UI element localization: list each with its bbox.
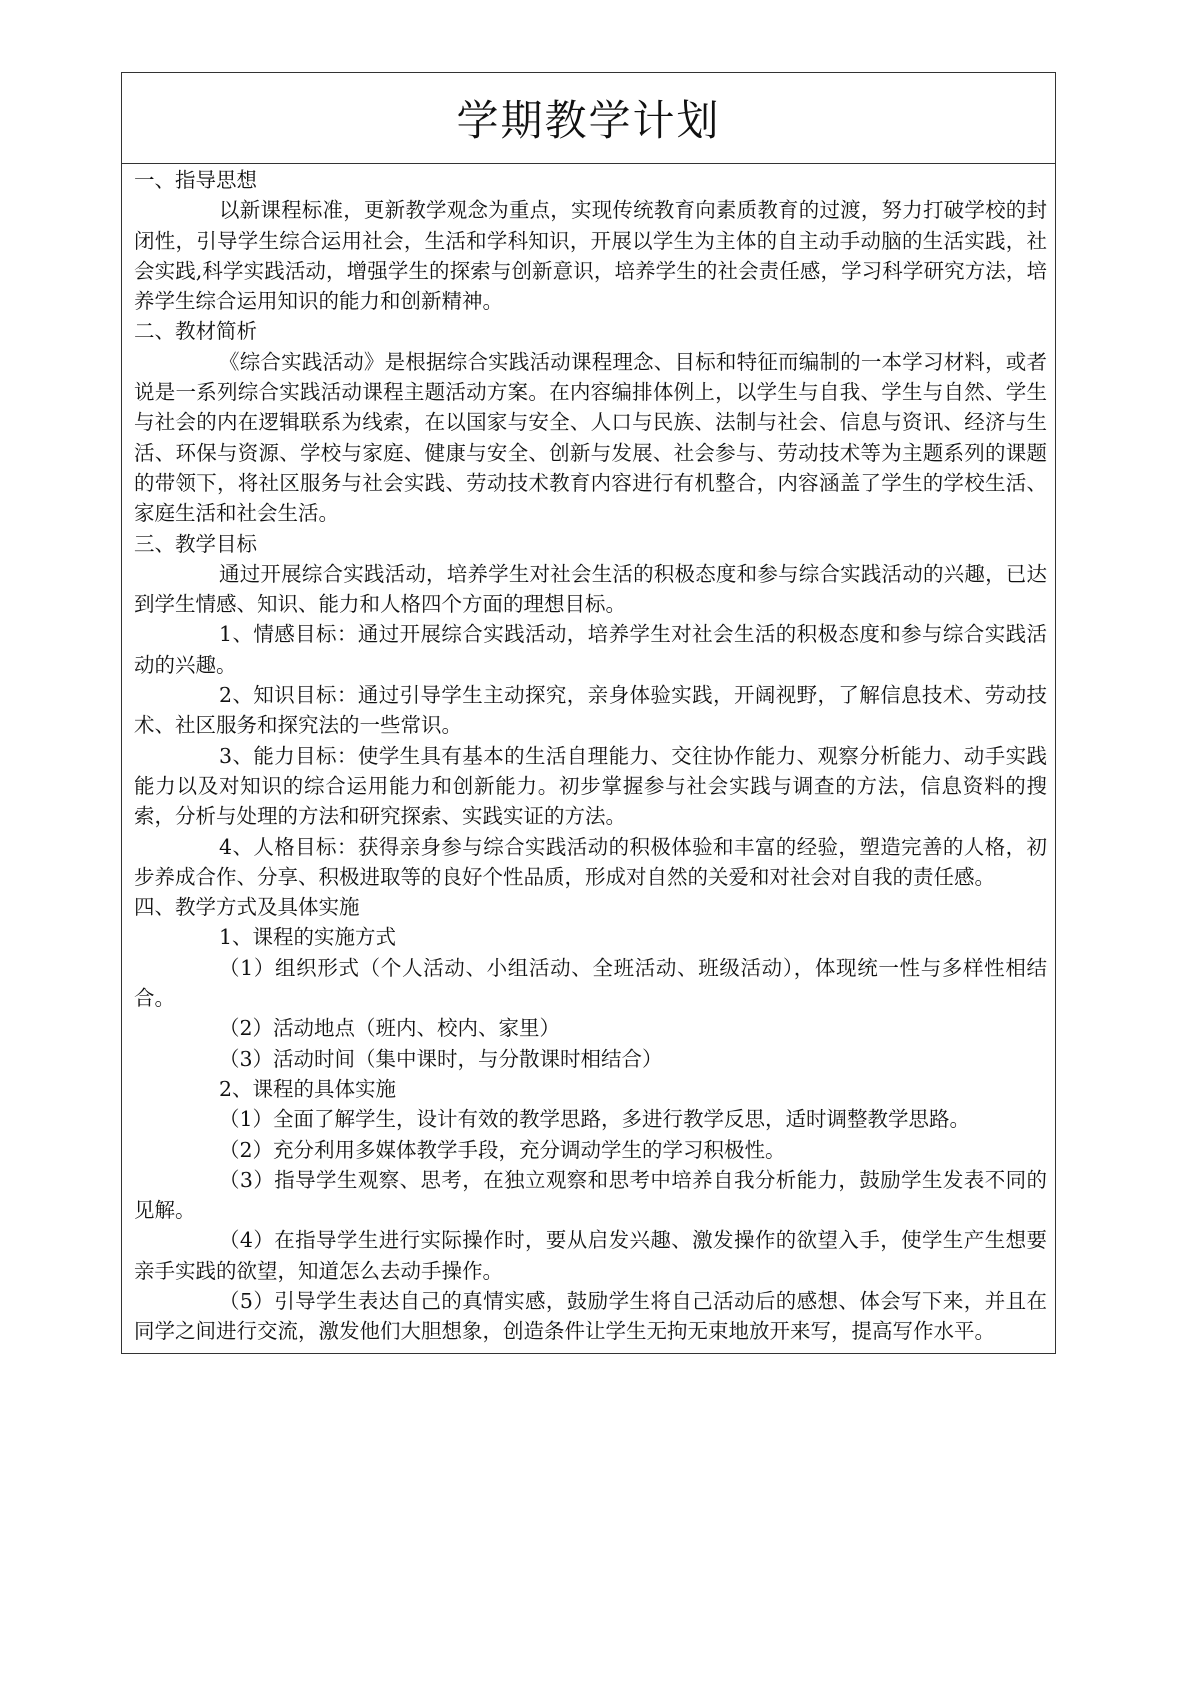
paragraph: （1）组织形式（个人活动、小组活动、全班活动、班级活动），体现统一性与多样性相结合。 bbox=[134, 955, 1047, 1011]
section-heading-teaching-goals: 三、教学目标 bbox=[134, 531, 257, 556]
paragraph: （3）活动时间（集中课时，与分散课时相结合） bbox=[219, 1046, 663, 1071]
page-title: 学期教学计划 bbox=[456, 96, 721, 145]
section-heading-textbook-analysis: 二、教材简析 bbox=[134, 319, 257, 344]
paragraph: 2、知识目标：通过引导学生主动探究，亲身体验实践，开阔视野，了解信息技术、劳动技术、社区服务和探究法的一些常识。 bbox=[134, 683, 1047, 738]
paragraph: 1、情感目标：通过开展综合实践活动，培养学生对社会生活的积极态度和参与综合实践活动的兴趣。 bbox=[134, 622, 1047, 677]
paragraph: （1）全面了解学生，设计有效的教学思路，多进行教学反思，适时调整教学思路。 bbox=[219, 1107, 971, 1132]
paragraph: 2、课程的具体实施 bbox=[219, 1076, 397, 1101]
paragraph: 4、人格目标：获得亲身参与综合实践活动的积极体验和丰富的经验，塑造完善的人格，初步养成合作、分享、积极进取等的良好个性品质，形成对自然的关爱和对社会对自我的责任感。 bbox=[134, 834, 1047, 889]
paragraph: （2）活动地点（班内、校内、家里） bbox=[219, 1016, 561, 1041]
paragraph: 以新课程标准，更新教学观念为重点，实现传统教育向素质教育的过渡，努力打破学校的封闭性，引导学生综合运用社会，生活和学科知识，开展以学生为主体的自主动手动脑的生活实践，社会实践,科学实践活动，增强学生的探索与创新意识，培养学生的社会责任感，学习科学研究方法，培养学生综合运用知识的能力和创新精神。 bbox=[134, 198, 1047, 314]
paragraph: 1、课程的实施方式 bbox=[219, 925, 397, 950]
paragraph: （2）充分利用多媒体教学手段，充分调动学生的学习积极性。 bbox=[219, 1137, 786, 1162]
plan-table bbox=[121, 72, 1056, 1354]
title-cell bbox=[122, 73, 1055, 164]
paragraph: 3、能力目标：使学生具有基本的生活自理能力、交往协作能力、观察分析能力、动手实践能力以及对知识的综合运用能力和创新能力。初步掌握参与社会实践与调查的方法，信息资料的搜索，分析与处理的方法和研究探索、实践实证的方法。 bbox=[134, 743, 1047, 829]
paragraph: 《综合实践活动》是根据综合实践活动课程理念、目标和特征而编制的一本学习材料，或者说是一系列综合实践活动课程主题活动方案。在内容编排体例上，以学生与自我、学生与自然、学生与社会的内在逻辑联系为线索，在以国家与安全、人口与民族、法制与社会、信息与资讯、经济与生活、环保与资源、学校与家庭、健康与安全、创新与发展、社会参与、劳动技术等为主题系列的课题的带领下，将社区服务与社会实践、劳动技术教育内容进行有机整合，内容涵盖了学生的学校生活、家庭生活和社会生活。 bbox=[134, 349, 1047, 526]
paragraph: （3）指导学生观察、思考，在独立观察和思考中培养自我分析能力，鼓励学生发表不同的见解。 bbox=[134, 1167, 1047, 1223]
section-heading-teaching-methods: 四、教学方式及具体实施 bbox=[134, 895, 360, 920]
paragraph: 通过开展综合实践活动，培养学生对社会生活的积极态度和参与综合实践活动的兴趣，已达到学生情感、知识、能力和人格四个方面的理想目标。 bbox=[134, 561, 1047, 617]
paragraph: （4）在指导学生进行实际操作时，要从启发兴趣、激发操作的欲望入手，使学生产生想要亲手实践的欲望，知道怎么去动手操作。 bbox=[134, 1228, 1047, 1283]
paragraph: （5）引导学生表达自己的真情实感，鼓励学生将自己活动后的感想、体会写下来，并且在同学之间进行交流，激发他们大胆想象，创造条件让学生无拘无束地放开来写，提高写作水平。 bbox=[134, 1288, 1047, 1344]
section-heading-guiding-ideology: 一、指导思想 bbox=[134, 168, 257, 192]
content-cell bbox=[122, 164, 1055, 1353]
